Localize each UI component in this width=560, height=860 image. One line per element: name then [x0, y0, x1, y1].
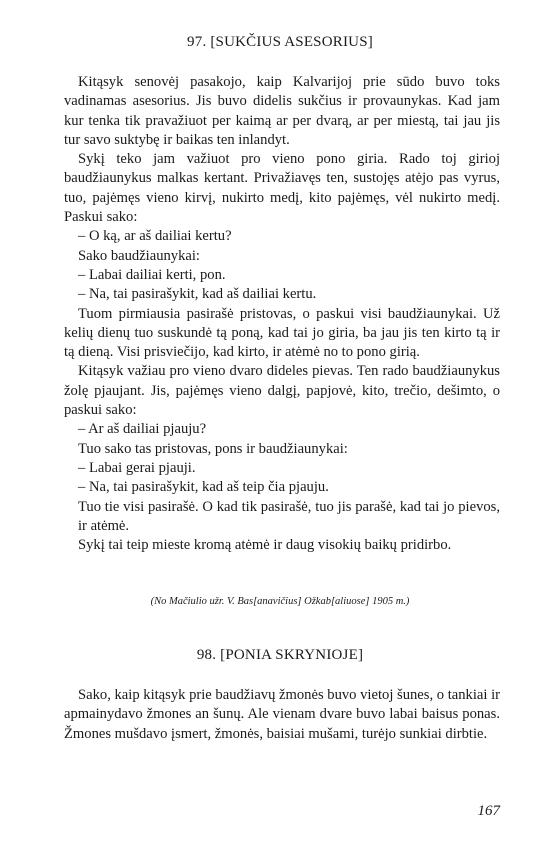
dialogue-line: Sako baudžiaunykai: [78, 247, 200, 264]
story-98-title: 98. [PONIA SKRYNIOJE] [196, 647, 364, 663]
story-97-body [64, 73, 500, 555]
dialogue-line: – Na, tai pasirašykit, kad aš dailiai kertu. [78, 286, 317, 303]
dialogue-line: – Labai dailiai kerti, pon. [78, 266, 226, 283]
story-97-title: 97. [SUKČIUS ASESORIUS] [187, 34, 373, 50]
paragraph: Sako, kaip kitąsyk prie baudžiavų žmonės buvo vietoj šunes, o tankiai ir apmainydavo žmones an šunų. Ale vienam dvare buvo labai baisus ponas. Žmones mušdavo įsmert, žmonės, baisiai mušami, turėjo sunkiai dirbtie. [64, 687, 500, 742]
dialogue-line: – O ką, ar aš dailiai kertu? [78, 228, 232, 245]
paragraph: Sykį teko jam važiuot pro vieno pono giria. Rado toj girioj baudžiaunykus malkas kertant. Privažiavęs ten, sustojęs atėjo pas vyrus, tuo, pajėmęs vieno kirvį, nukirto medį, kito pajėmęs, vėl nukirto medį. Paskui sako: [64, 151, 500, 226]
paragraph: Kitąsyk važiau pro vieno dvaro dideles pievas. Ten rado baudžiaunykus žolę pjaujant. Jis, pajėmęs vieno dalgį, papjovė, kito, trečio, dešimto, o paskui sako: [64, 363, 500, 419]
dialogue-line: – Labai gerai pjauji. [78, 459, 196, 476]
source-note: (No Mačiulio užr. V. Bas[anavičius] Ožkab[aliuose] 1905 m.) [150, 596, 410, 607]
dialogue-line: – Ar aš dailiai pjauju? [78, 421, 207, 438]
page-number: 167 [477, 803, 500, 819]
dialogue-line: – Na, tai pasirašykit, kad aš teip čia pjauju. [78, 479, 329, 496]
story-98-body [64, 686, 500, 744]
paragraph: Sykį tai teip mieste kromą atėmė ir daug visokių baikų pridirbo. [78, 537, 452, 554]
paragraph: Kitąsyk senovėj pasakojo, kaip Kalvarijoj prie sūdo buvo toks vadinamas asesorius. Jis buvo didelis sukčius ir provaunykas. Kad jam kur tenka tik pravažiuot per kaimą ar per dvarą, ar per miestą, tai jau jis tur savo suktybę ir baikas ten inlandyt. [64, 74, 500, 148]
paragraph: Tuo tie visi pasirašė. O kad tik pasirašė, tuo jis parašė, kad tai jo pievos, ir atėmė. [78, 498, 500, 534]
paragraph: Tuom pirmiausia pasirašė pristovas, o paskui visi baudžiaunykai. Už kelių dienų tuo suskundė tą poną, kad tai jo giria, ba jau jis ten kirto tą ir tą dieną. Visi prisviečijo, kad kirto, ir atėmė no to pono girią. [64, 305, 500, 361]
dialogue-line: Tuo sako tas pristovas, pons ir baudžiaunykai: [78, 440, 348, 457]
